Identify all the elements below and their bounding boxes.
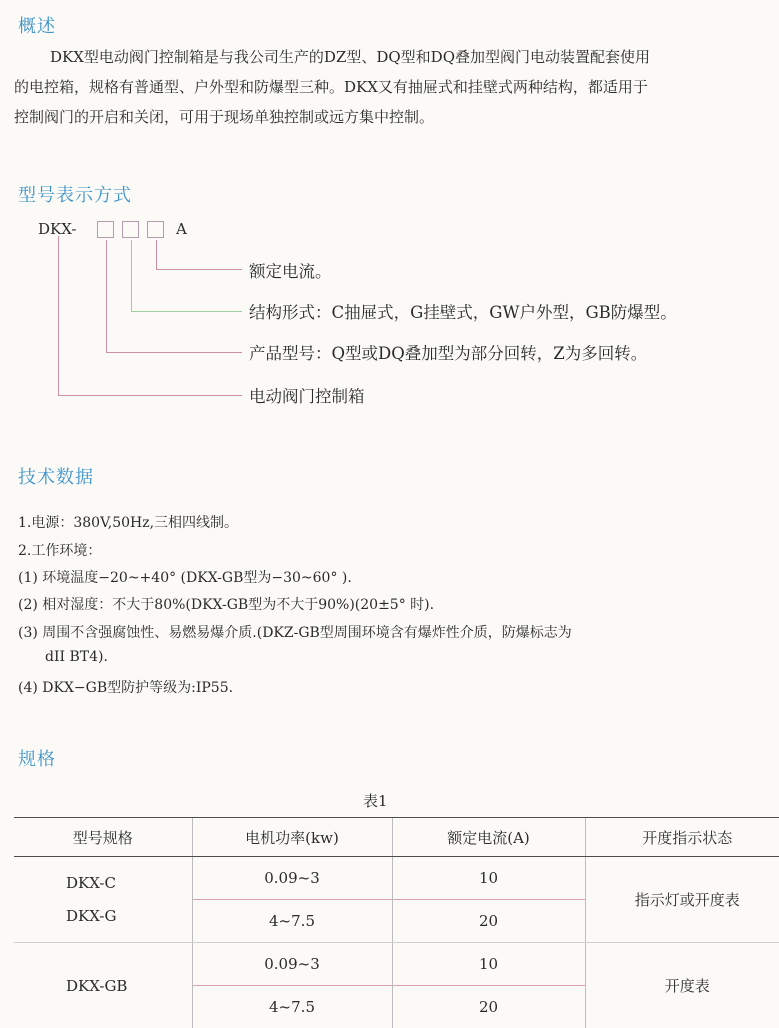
power-cell: 0.09~3 — [192, 857, 392, 900]
connector-current-vertical — [156, 240, 157, 269]
model-name: DKX-G — [66, 900, 192, 933]
overview-line-3: 控制阀门的开启和关闭，可用于现场单独控制或远方集中控制。 — [14, 106, 434, 127]
current-cell: 10 — [392, 857, 585, 900]
current-cell: 20 — [392, 900, 585, 943]
tech-line-2: 2.工作环境： — [18, 540, 101, 560]
table-header-row — [14, 818, 779, 857]
indicator-cell: 指示灯或开度表 — [585, 857, 779, 943]
power-cell: 0.09~3 — [192, 943, 392, 986]
connector-type-vertical — [106, 240, 107, 352]
tech-heading: 技术数据 — [18, 463, 94, 489]
connector-box-horizontal — [58, 395, 242, 396]
annotation-structure: 结构形式：C抽屉式，G挂壁式，GW户外型，GB防爆型。 — [249, 299, 677, 323]
model-suffix: A — [176, 220, 187, 238]
model-name: DKX-GB — [66, 977, 127, 995]
connector-type-horizontal — [106, 352, 242, 353]
connector-current-horizontal — [156, 269, 242, 270]
connector-box-vertical — [58, 236, 59, 395]
current-cell: 10 — [392, 943, 585, 986]
annotation-control-box: 电动阀门控制箱 — [249, 383, 365, 407]
tech-line-4: (2) 相对湿度：不大于80%(DKX-GB型为不大于90%)(20±5° 时). — [18, 594, 434, 614]
model-heading: 型号表示方式 — [18, 181, 132, 207]
tech-line-6: dII BT4). — [45, 649, 108, 665]
overview-line-2: 的电控箱，规格有普通型、户外型和防爆型三种。DKX又有抽屉式和挂壁式两种结构，都适用于 — [14, 76, 648, 97]
power-cell: 4~7.5 — [192, 986, 392, 1028]
current-cell: 20 — [392, 986, 585, 1028]
connector-structure-vertical — [131, 240, 132, 311]
tech-line-1: 1.电源：380V,50Hz,三相四线制。 — [18, 512, 238, 532]
model-cell-group-2 — [14, 943, 192, 1028]
spec-heading: 规格 — [18, 745, 56, 771]
model-cell-group-1 — [14, 857, 192, 943]
tech-line-3: (1) 环境温度−20~+40° (DKX-GB型为−30~60° ). — [18, 567, 352, 587]
power-cell: 4~7.5 — [192, 900, 392, 943]
header-indicator: 开度指示状态 — [585, 818, 779, 857]
table-row — [14, 943, 779, 986]
tech-line-5: (3) 周围不含强腐蚀性、易燃易爆介质.(DKZ-GB型周围环境含有爆炸性介质，防爆标志为 — [18, 622, 572, 642]
spec-table — [14, 817, 779, 1028]
table-row — [14, 857, 779, 900]
connector-structure-horizontal — [131, 311, 242, 312]
annotation-product-type: 产品型号：Q型或DQ叠加型为部分回转，Z为多回转。 — [249, 340, 647, 364]
overview-heading: 概述 — [18, 12, 56, 38]
model-prefix: DKX- — [38, 220, 76, 238]
annotation-rated-current: 额定电流。 — [249, 258, 332, 282]
header-motor-power: 电机功率(kw) — [192, 818, 392, 857]
model-code-box-2 — [122, 221, 139, 238]
model-name: DKX-C — [66, 867, 192, 900]
indicator-cell: 开度表 — [585, 943, 779, 1028]
overview-line-1: DKX型电动阀门控制箱是与我公司生产的DZ型、DQ型和DQ叠加型阀门电动装置配套使用 — [50, 46, 650, 67]
header-model: 型号规格 — [14, 818, 192, 857]
model-code-box-1 — [97, 221, 114, 238]
header-rated-current: 额定电流(A) — [392, 818, 585, 857]
table-caption: 表1 — [363, 790, 388, 811]
tech-line-7: (4) DKX−GB型防护等级为:IP55. — [18, 677, 233, 697]
model-code-box-3 — [147, 221, 164, 238]
